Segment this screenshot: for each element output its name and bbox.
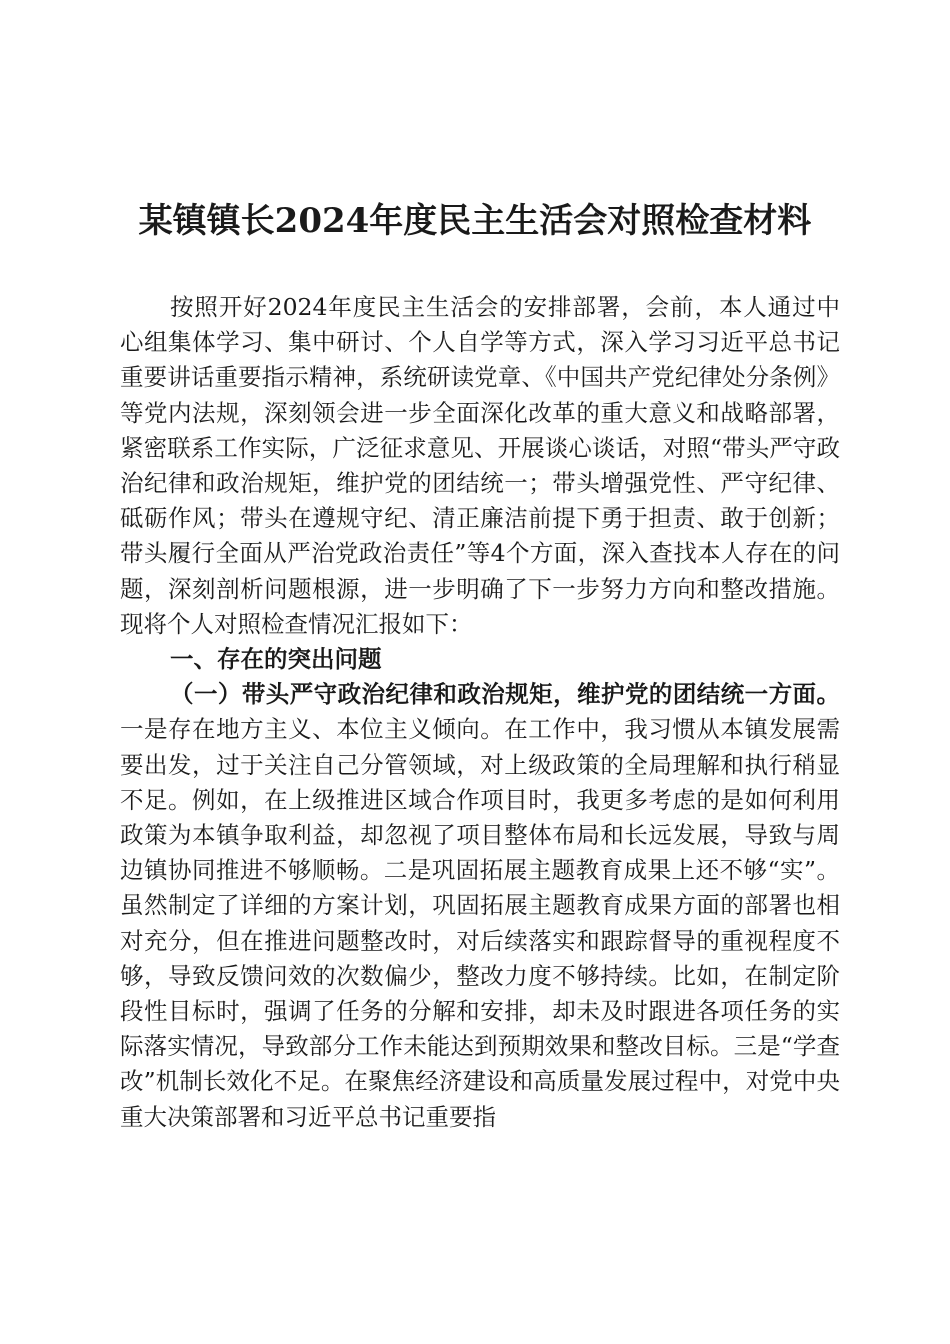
subsection-paragraph <box>120 677 840 1135</box>
subsection-heading: （一）带头严守政治纪律和政治规矩，维护党的团结统一方面。 <box>170 680 840 709</box>
subsection-text: 一是存在地方主义、本位主义倾向。在工作中，我习惯从本镇发展需要出发，过于关注自己分管领域，对上级政策的全局理解和执行稍显不足。例如，在上级推进区域合作项目时，我更多考虑的是如何利用政策为本镇争取利益，却忽视了项目整体布局和长远发展，导致与周边镇协同推进不够顺畅。二是巩固拓展主题教育成果上还不够“实”。虽然制定了详细的方案计划，巩固拓展主题教育成果方面的部署也相对充分，但在推进问题整改时，对后续落实和跟踪督导的重视程度不够，导致反馈问效的次数偏少，整改力度不够持续。比如，在制定阶段性目标时，强调了任务的分解和安排，却未及时跟进各项任务的实际落实情况，导致部分工作未能达到预期效果和整改目标。三是“学查改”机制长效化不足。在聚焦经济建设和高质量发展过程中，对党中央重大决策部署和习近平总书记重要指 <box>120 715 840 1131</box>
intro-paragraph: 按照开好2024年度民主生活会的安排部署，会前，本人通过中心组集体学习、集中研讨、个人自学等方式，深入学习习近平总书记重要讲话重要指示精神，系统研读党章、《中国共产党纪律处分条例》等党内法规，深刻领会进一步全面深化改革的重大意义和战略部署，紧密联系工作实际，广泛征求意见、开展谈心谈话，对照“带头严守政治纪律和政治规矩，维护党的团结统一；带头增强党性、严守纪律、砥砺作风；带头在遵规守纪、清正廉洁前提下勇于担责、敢于创新；带头履行全面从严治党政治责任”等4个方面，深入查找本人存在的问题，深刻剖析问题根源，进一步明确了下一步努力方向和整改措施。现将个人对照检查情况汇报如下： <box>120 293 840 638</box>
document-title: 某镇镇长2024年度民主生活会对照检查材料 <box>138 201 812 241</box>
document-body <box>120 290 840 1135</box>
section-heading-problems: 一、存在的突出问题 <box>170 645 382 674</box>
